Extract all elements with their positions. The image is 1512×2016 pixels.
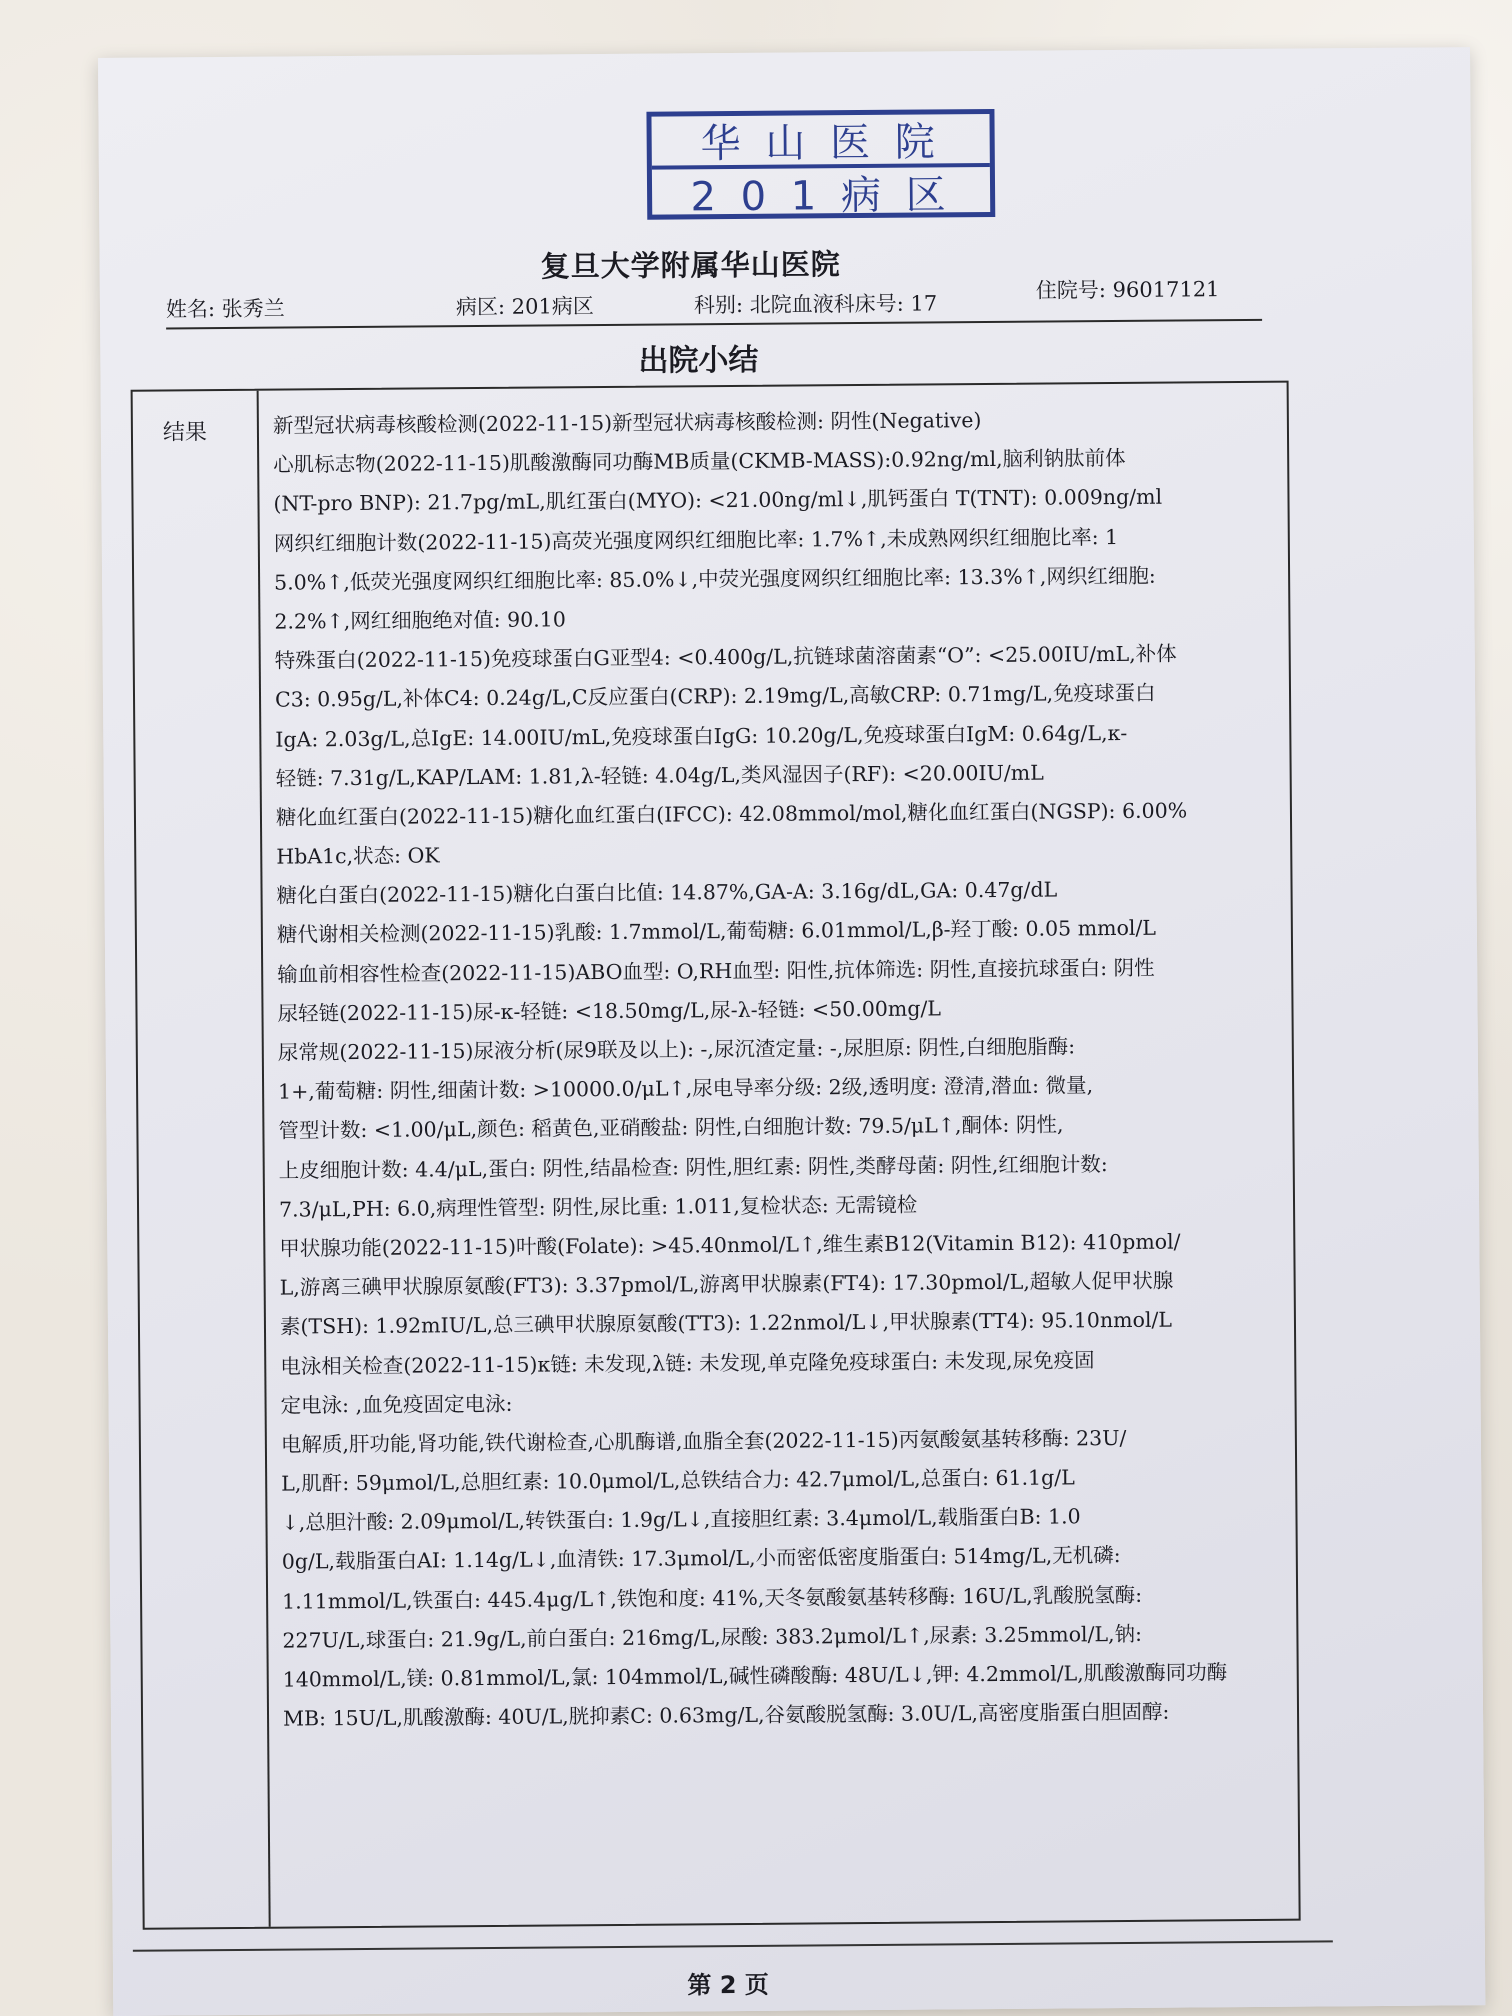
result-line: 0g/L,载脂蛋白AI: 1.14g/L↓,血清铁: 17.3μmol/L,小而密低密度脂蛋白: 514mg/L,无机磷:: [281, 1543, 1121, 1575]
result-line: 轻链: 7.31g/L,KAP/LAM: 1.81,λ-轻链: 4.04g/L,类风湿因子(RF): <20.00IU/mL: [275, 760, 1044, 791]
stamp-ward: 2 0 1 病 区: [652, 163, 990, 219]
result-line: HbA1c,状态: OK: [276, 843, 440, 869]
result-line: 糖化血红蛋白(2022-11-15)糖化血红蛋白(IFCC): 42.08mmol/mol,糖化血红蛋白(NGSP): 6.00%: [275, 798, 1188, 830]
result-line: 电解质,肝功能,肾功能,铁代谢检查,心肌酶谱,血脂全套(2022-11-15)丙氨酸氨基转移酶: 23U/: [280, 1425, 1127, 1457]
result-line: 尿常规(2022-11-15)尿液分析(尿9联及以上): -,尿沉渣定量: -,尿胆原: 阴性,白细胞脂酶:: [277, 1034, 1076, 1065]
result-line: C3: 0.95g/L,补体C4: 0.24g/L,C反应蛋白(CRP): 2.19mg/L,高敏CRP: 0.71mg/L,免疫球蛋白: [274, 681, 1156, 712]
ward-stamp: [646, 109, 995, 220]
result-line: 甲状腺功能(2022-11-15)叶酸(Folate): >45.40nmol/L↑,维生素B12(Vitamin B12): 410pmol/: [279, 1229, 1181, 1261]
result-line: 输血前相容性检查(2022-11-15)ABO血型: O,RH血型: 阳性,抗体筛选: 阴性,直接抗球蛋白: 阴性: [277, 955, 1155, 987]
result-line: 糖化白蛋白(2022-11-15)糖化白蛋白比值: 14.87%,GA-A: 3.16g/dL,GA: 0.47g/dL: [276, 877, 1058, 908]
result-line: 尿轻链(2022-11-15)尿-κ-轻链: <18.50mg/L,尿-λ-轻链: <50.00mg/L: [277, 996, 942, 1026]
result-line: 电泳相关检查(2022-11-15)κ链: 未发现,λ链: 未发现,单克隆免疫球蛋白: 未发现,尿免疫固: [280, 1347, 1095, 1379]
result-line: 140mmol/L,镁: 0.81mmol/L,氯: 104mmol/L,碱性磷酸酶: 48U/L↓,钾: 4.2mmol/L,肌酸激酶同功酶: [282, 1660, 1228, 1692]
result-line: 5.0%↑,低荧光强度网织红细胞比率: 85.0%↓,中荧光强度网织红细胞比率: 13.3%↑,网织红细胞:: [274, 563, 1156, 595]
result-line: 新型冠状病毒核酸检测(2022-11-15)新型冠状病毒核酸检测: 阴性(Negative): [272, 408, 982, 438]
result-line: (NT-pro BNP): 21.7pg/mL,肌红蛋白(MYO): <21.00ng/ml↓,肌钙蛋白 T(TNT): 0.009ng/ml: [273, 485, 1163, 517]
results-label: 结果: [162, 420, 208, 446]
results-content: [273, 399, 1293, 1739]
result-line: 2.2%↑,网红细胞绝对值: 90.10: [274, 607, 566, 634]
result-line: 素(TSH): 1.92mIU/L,总三碘甲状腺原氨酸(TT3): 1.22nmol/L↓,甲状腺素(TT4): 95.10nmol/L: [279, 1307, 1173, 1339]
result-line: 管型计数: <1.00/μL,颜色: 稻黄色,亚硝酸盐: 阴性,白细胞计数: 79.5/μL↑,酮体: 阴性,: [278, 1112, 1064, 1143]
result-line: MB: 15U/L,肌酸激酶: 40U/L,胱抑素C: 0.63mg/L,谷氨酸脱氢酶: 3.0U/L,高密度脂蛋白胆固醇:: [282, 1699, 1170, 1731]
department-field: 科别: 北院血液科床号: 17: [693, 291, 938, 318]
result-line: 糖代谢相关检测(2022-11-15)乳酸: 1.7mmol/L,葡萄糖: 6.01mmol/L,β-羟丁酸: 0.05 mmol/L: [276, 916, 1157, 948]
stamp-hospital: 华 山 医 院: [700, 119, 941, 168]
result-line: IgA: 2.03g/L,总IgE: 14.00IU/mL,免疫球蛋白IgG: 10.20g/L,免疫球蛋白IgM: 0.64g/L,κ-: [275, 720, 1128, 752]
result-line: 227U/L,球蛋白: 21.9g/L,前白蛋白: 216mg/L,尿酸: 383.2μmol/L↑,尿素: 3.25mmol/L,钠:: [282, 1621, 1143, 1653]
ward-field: 病区: 201病区: [455, 294, 594, 320]
result-line: L,游离三碘甲状腺原氨酸(FT3): 3.37pmol/L,游离甲状腺素(FT4): 17.30pmol/L,超敏人促甲状腺: [279, 1268, 1174, 1300]
result-line: 上皮细胞计数: 4.4/μL,蛋白: 阴性,结晶检查: 阴性,胆红素: 阴性,类酵母菌: 阴性,红细胞计数:: [278, 1151, 1108, 1183]
result-line: 1+,葡萄糖: 阴性,细菌计数: >10000.0/μL↑,尿电导率分级: 2级,透明度: 澄清,潜血: 微量,: [278, 1073, 1094, 1104]
result-line: 定电泳: ,血免疫固定电泳:: [280, 1391, 513, 1418]
result-line: 特殊蛋白(2022-11-15)免疫球蛋白G亚型4: <0.400g/L,抗链球菌溶菌素“O”: <25.00IU/mL,补体: [274, 641, 1177, 673]
results-table: [131, 381, 1301, 1930]
result-line: L,肌酐: 59μmol/L,总胆红素: 10.0μmol/L,总铁结合力: 42.7μmol/L,总蛋白: 61.1g/L: [281, 1465, 1075, 1496]
result-line: 7.3/μL,PH: 6.0,病理性管型: 阴性,尿比重: 1.011,复检状态: 无需镜检: [278, 1192, 918, 1222]
patient-name: 姓名: 张秀兰: [165, 296, 285, 322]
admission-number: 住院号: 96017121: [1035, 277, 1220, 303]
footer-rule: [133, 1940, 1333, 1951]
result-line: 心肌标志物(2022-11-15)肌酸激酶同功酶MB质量(CKMB-MASS):0.92ng/ml,脑利钠肽前体: [273, 446, 1126, 477]
hospital-name: 复旦大学附属华山医院: [540, 247, 841, 284]
page-number: 第 2 页: [687, 1970, 769, 2000]
column-divider: [257, 391, 271, 1927]
document-page: [98, 47, 1485, 2016]
document-title: 出院小结: [638, 342, 759, 379]
result-line: 网织红细胞计数(2022-11-15)高荧光强度网织红细胞比率: 1.7%↑,未成熟网织红细胞比率: 1: [273, 524, 1119, 556]
result-line: ↓,总胆汁酸: 2.09μmol/L,转铁蛋白: 1.9g/L↓,直接胆红素: 3.4μmol/L,载脂蛋白B: 1.0: [281, 1504, 1081, 1535]
result-line: 1.11mmol/L,铁蛋白: 445.4μg/L↑,铁饱和度: 41%,天冬氨酸氨基转移酶: 16U/L,乳酸脱氢酶:: [282, 1582, 1143, 1614]
header-rule: [166, 319, 1262, 330]
